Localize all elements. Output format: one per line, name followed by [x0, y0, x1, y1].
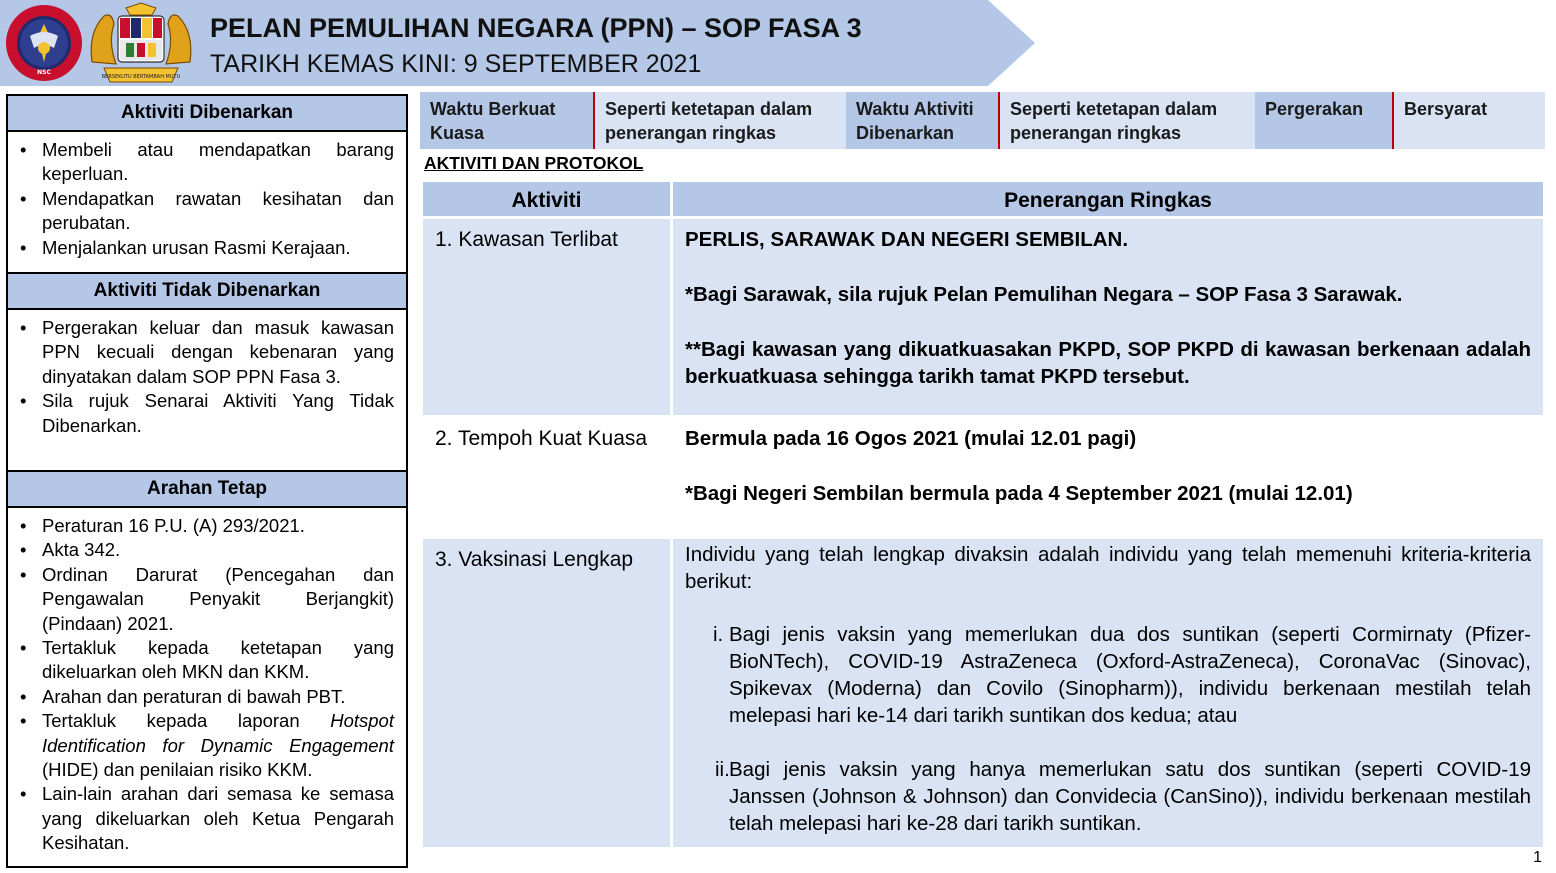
list-marker: i. [713, 623, 724, 646]
row-description-period [673, 418, 1543, 536]
list-item: • Ordinan Darurat (Pencegahan dan Pengawalan Penyakit Berjangkit) (Pindaan) 2021. [20, 563, 394, 636]
prohibited-activities-box [6, 274, 408, 472]
row-description-vaccination [673, 539, 1543, 847]
movement-label: Pergerakan [1255, 92, 1392, 149]
activity-time-label: Waktu Aktiviti Dibenarkan [846, 92, 998, 149]
activity-time-value: Seperti ketetapan dalam penerangan ringkas [998, 92, 1255, 149]
affected-states: PERLIS, SARAWAK DAN NEGERI SEMBILAN. [685, 228, 1129, 251]
page-number: 1 [1533, 849, 1542, 866]
row-description-area [673, 219, 1543, 415]
svg-text:NSC: NSC [37, 69, 51, 76]
page-title: PELAN PEMULIHAN NEGARA (PPN) – SOP FASA 3 [210, 13, 862, 43]
enforcement-label: Waktu Berkuat Kuasa [420, 92, 593, 149]
criteria-two-dose: Bagi jenis vaksin yang memerlukan dua dos suntikan (seperti Cormirnaty (Pfizer-BioNTech), COVID-19 AstraZeneca (Oxford-AstraZeneca), CoronaVac (Sinovac), Spikevax (Moderna) dan Covilo (Sinopharm)), individu berkenaan mestilah telah melepasi hari ke-14 dari tarikh suntikan dos kedua; atau [729, 623, 1531, 727]
standing-orders-box [6, 472, 408, 868]
list-item [715, 756, 1531, 837]
nsc-logo [5, 4, 83, 82]
row-activity-vaccination: 3. Vaksinasi Lengkap [423, 539, 670, 847]
list-item: • Membeli atau mendapatkan barang keperluan. [20, 138, 394, 187]
svg-text:BERSEKUTU BERTAMBAH MUTU: BERSEKUTU BERTAMBAH MUTU [101, 74, 181, 80]
negeri-sembilan-note: *Bagi Negeri Sembilan bermula pada 4 September 2021 (mulai 12.01) [685, 482, 1353, 505]
info-bar [420, 92, 1545, 149]
list-item: • Pergerakan keluar dan masuk kawasan PPN kecuali dengan kebenaran yang dinyatakan dalam SOP PPN Fasa 3. [20, 316, 394, 389]
prohibited-activities-list [8, 310, 406, 442]
list-item: • Menjalankan urusan Rasmi Kerajaan. [20, 236, 394, 260]
row-activity-period: 2. Tempoh Kuat Kuasa [423, 418, 670, 536]
row-activity-area: 1. Kawasan Terlibat [423, 219, 670, 415]
list-item: • Arahan dan peraturan di bawah PBT. [20, 685, 394, 709]
allowed-activities-list [8, 132, 406, 264]
list-item: • Lain-lain arahan dari semasa ke semasa yang dikeluarkan oleh Ketua Pengarah Kesihatan. [20, 782, 394, 855]
list-item [20, 709, 394, 782]
list-item [713, 621, 1531, 729]
movement-value: Bersyarat [1392, 92, 1545, 149]
coat-of-arms-logo [86, 2, 196, 84]
list-item: • Akta 342. [20, 538, 394, 562]
enforcement-value: Seperti ketetapan dalam penerangan ringkas [593, 92, 846, 149]
start-date: Bermula pada 16 Ogos 2021 (mulai 12.01 pagi) [685, 427, 1137, 450]
column-header-activity: Aktiviti [423, 182, 670, 216]
column-header-description: Penerangan Ringkas [673, 182, 1543, 216]
hide-text-pre: Tertakluk kepada laporan [42, 710, 331, 732]
prohibited-activities-heading: Aktiviti Tidak Dibenarkan [8, 274, 406, 310]
standing-orders-heading: Arahan Tetap [8, 472, 406, 508]
allowed-activities-heading: Aktiviti Dibenarkan [8, 96, 406, 132]
list-item: • Mendapatkan rawatan kesihatan dan perubatan. [20, 187, 394, 236]
list-item: • Peraturan 16 P.U. (A) 293/2021. [20, 514, 394, 538]
list-item: • Tertakluk kepada ketetapan yang dikeluarkan oleh MKN dan KKM. [20, 636, 394, 685]
standing-orders-list [8, 508, 406, 860]
allowed-activities-box [6, 94, 408, 274]
sarawak-note: *Bagi Sarawak, sila rujuk Pelan Pemulihan Negara – SOP Fasa 3 Sarawak. [685, 283, 1403, 306]
vaccination-criteria-list [685, 621, 1531, 837]
section-title: AKTIVITI DAN PROTOKOL [424, 153, 644, 173]
pkpd-note: **Bagi kawasan yang dikuatkuasakan PKPD, SOP PKPD di kawasan berkenaan adalah berkuatkuasa sehingga tarikh tamat PKPD tersebut. [685, 338, 1531, 388]
list-item: • Sila rujuk Senarai Aktiviti Yang Tidak Dibenarkan. [20, 389, 394, 438]
update-date: TARIKH KEMAS KINI: 9 SEPTEMBER 2021 [210, 50, 702, 78]
hide-text-post: (HIDE) dan penilaian risiko KKM. [42, 759, 313, 781]
list-marker: ii. [715, 758, 730, 781]
hide-text-italic: Hotspot Identification for Dynamic Engagement [42, 710, 394, 756]
criteria-single-dose: Bagi jenis vaksin yang hanya memerlukan satu dos suntikan (seperti COVID-19 Janssen (Johnson & Johnson) dan Convidecia (CanSino)), individu berkenaan mestilah telah melepasi hari ke-28 dari tarikh suntikan. [729, 758, 1531, 835]
vaccination-intro: Individu yang telah lengkap divaksin adalah individu yang telah memenuhi kriteria-kriteria berikut: [685, 543, 1531, 593]
